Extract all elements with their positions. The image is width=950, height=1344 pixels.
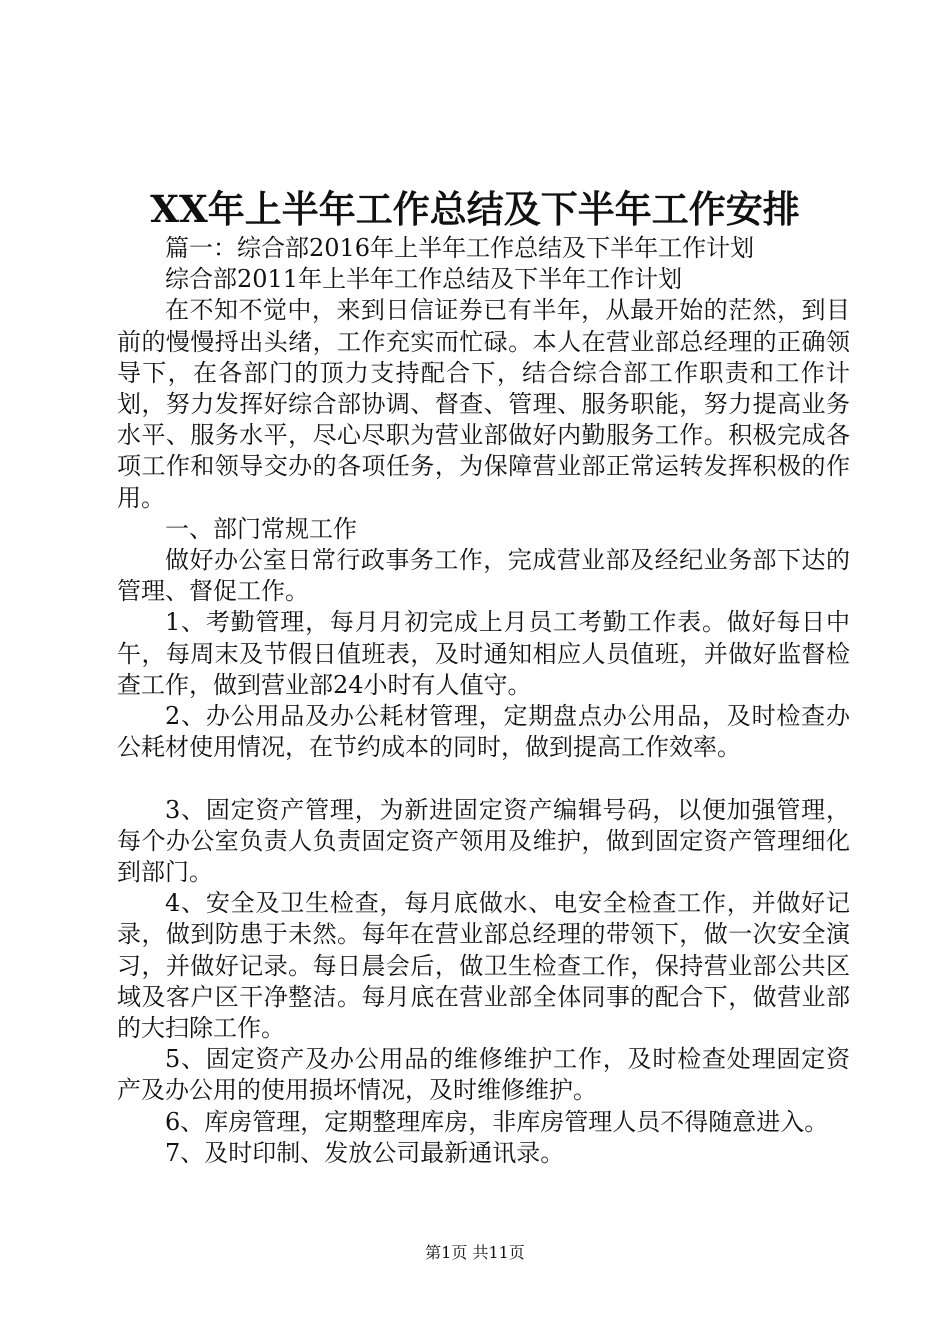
document-title: XX年上半年工作总结及下半年工作安排 <box>150 187 800 231</box>
paragraph-blank-line <box>117 763 850 794</box>
paragraph-item-3: 3、固定资产管理，为新进固定资产编辑号码，以便加强管理，每个办公室负责人负责固定资产领用及维护，做到固定资产管理细化到部门。 <box>117 795 850 887</box>
paragraph-article-heading: 篇一：综合部2016年上半年工作总结及下半年工作计划 <box>165 234 755 262</box>
paragraph-item-1: 1、考勤管理，每月月初完成上月员工考勤工作表。做好每日中午，每周末及节假日值班表，及时通知相应人员值班，并做好监督检查工作，做到营业部24小时有人值守。 <box>117 608 850 699</box>
paragraph-item-2: 2、办公用品及办公耗材管理，定期盘点办公用品，及时检查办公耗材使用情况，在节约成本的同时，做到提高工作效率。 <box>117 702 850 762</box>
paragraph-item-4: 4、安全及卫生检查，每月底做水、电安全检查工作，并做好记录，做到防患于未然。每年在营业部总经理的带领下，做一次安全演习，并做好记录。每日晨会后，做卫生检查工作，保持营业部公共区域及客户区干净整洁。每月底在营业部全体同事的配合下，做营业部的大扫除工作。 <box>117 889 850 1043</box>
document-body <box>117 233 850 1169</box>
paragraph-item-6: 6、库房管理，定期整理库房，非库房管理人员不得随意进入。 <box>165 1107 829 1136</box>
paragraph-subtitle: 综合部2011年上半年工作总结及下半年工作计划 <box>165 265 683 294</box>
paragraph-section-heading: 一、部门常规工作 <box>165 514 357 543</box>
page-number-footer: 第1页 共11页 <box>425 1243 525 1262</box>
paragraph-section-intro: 做好办公室日常行政事务工作，完成营业部及经纪业务部下达的管理、督促工作。 <box>117 546 850 606</box>
paragraph-item-5: 5、固定资产及办公用品的维修维护工作，及时检查处理固定资产及办公用的使用损坏情况，及时维修维护。 <box>117 1045 850 1105</box>
paragraph-intro: 在不知不觉中，来到日信证券已有半年，从最开始的茫然，到目前的慢慢捋出头绪，工作充实而忙碌。本人在营业部总经理的正确领导下，在各部门的顶力支持配合下，结合综合部工作职责和工作计划，努力发挥好综合部协调、督查、管理、服务职能，努力提高业务水平、服务水平，尽心尽职为营业部做好内勤服务工作。积极完成各项工作和领导交办的各项任务，为保障营业部正常运转发挥积极的作用。 <box>117 296 850 512</box>
paragraph-item-7: 7、及时印制、发放公司最新通讯录。 <box>165 1138 565 1167</box>
